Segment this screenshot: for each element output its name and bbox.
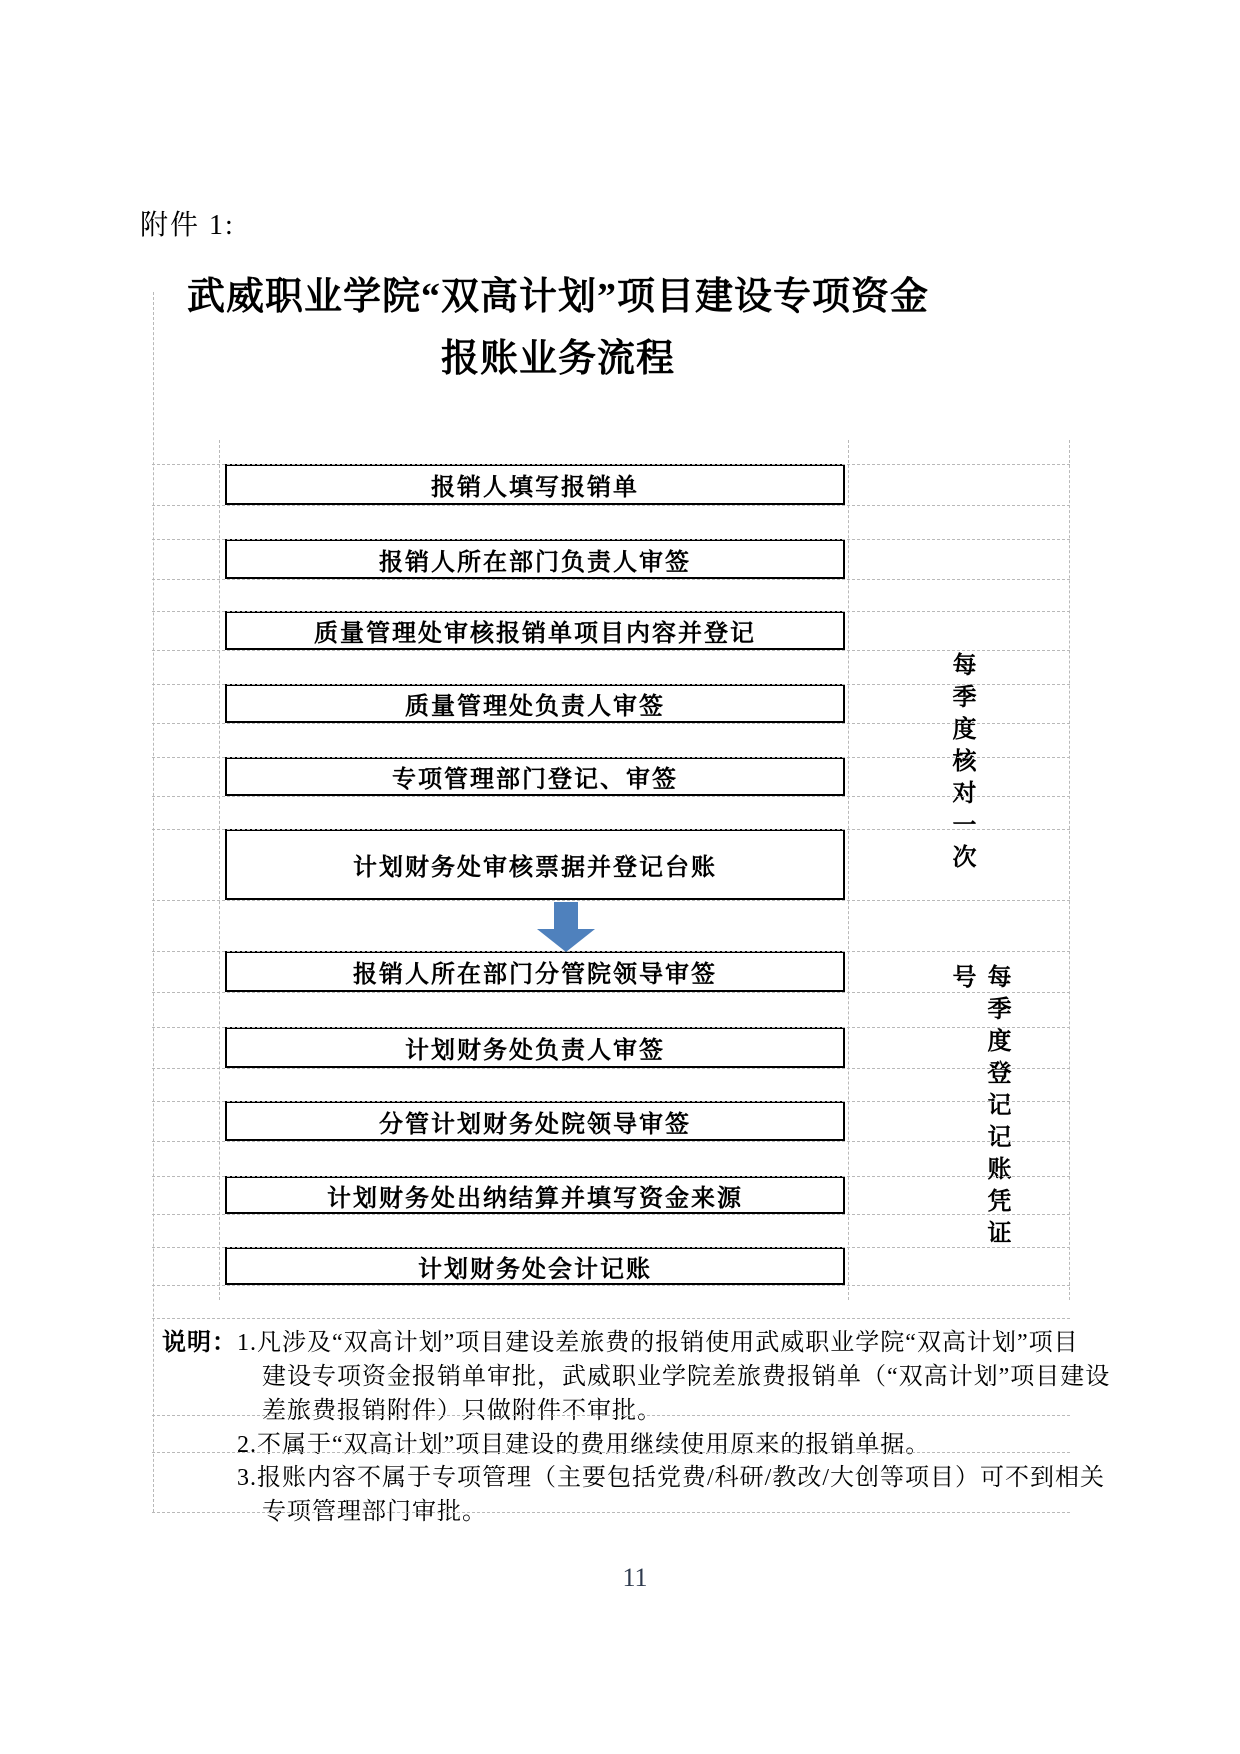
dashed-gridline-horizontal	[152, 1415, 1070, 1416]
dashed-gridline-horizontal	[152, 611, 1070, 612]
flow-step-4: 质量管理处负责人审签	[225, 684, 845, 723]
flow-step-1: 报销人填写报销单	[225, 464, 845, 505]
dashed-gridline-horizontal	[152, 757, 1070, 758]
dashed-gridline-vertical	[153, 292, 154, 1512]
dashed-gridline-horizontal	[152, 829, 1070, 830]
note-line: 专项管理部门审批。	[262, 1499, 487, 1525]
dashed-gridline-horizontal	[152, 505, 1070, 506]
notes-label: 说明：	[162, 1330, 237, 1356]
dashed-gridline-horizontal	[152, 1176, 1070, 1177]
note-line: 1.凡涉及“双高计划”项目建设差旅费的报销使用武威职业学院“双高计划”项目	[237, 1330, 1079, 1356]
note-line: 3.报账内容不属于专项管理（主要包括党费/科研/教改/大创等项目）可不到相关	[237, 1465, 1106, 1491]
dashed-gridline-horizontal	[152, 579, 1070, 580]
dashed-gridline-horizontal	[152, 1512, 1070, 1513]
dashed-gridline-vertical	[219, 440, 220, 1300]
page-title	[150, 266, 966, 390]
dashed-gridline-horizontal	[152, 1318, 1070, 1319]
dashed-gridline-vertical	[1069, 440, 1070, 1300]
dashed-gridline-horizontal	[152, 1068, 1070, 1069]
side-label-quarterly-check: 每季度核对一次	[948, 652, 974, 876]
dashed-gridline-horizontal	[152, 1285, 1070, 1286]
note-line: 建设专项资金报销单审批，武威职业学院差旅费报销单（“双高计划”项目建设	[262, 1364, 1111, 1390]
flow-step-11: 计划财务处会计记账	[225, 1247, 845, 1285]
dashed-gridline-horizontal	[152, 464, 1070, 465]
down-arrow-icon-head	[537, 929, 595, 952]
attachment-label: 附件 1:	[140, 210, 235, 241]
note-line: 差旅费报销附件）只做附件不审批。	[262, 1398, 662, 1424]
dashed-gridline-horizontal	[152, 900, 1070, 901]
page-title-line1: 武威职业学院“双高计划”项目建设专项资金	[186, 276, 929, 318]
flow-step-3: 质量管理处审核报销单项目内容并登记	[225, 611, 845, 650]
page-number: 11	[622, 1563, 648, 1592]
dashed-gridline-horizontal	[152, 650, 1070, 651]
dashed-gridline-horizontal	[152, 1452, 1070, 1453]
down-arrow-icon	[554, 902, 578, 930]
note-line: 2.不属于“双高计划”项目建设的费用继续使用原来的报销单据。	[237, 1432, 931, 1458]
dashed-gridline-horizontal	[152, 1247, 1070, 1248]
side-label-quarterly-voucher: 每季度登记记账凭证号	[948, 964, 1009, 1252]
dashed-gridline-horizontal	[152, 992, 1070, 993]
dashed-gridline-horizontal	[152, 684, 1070, 685]
flow-step-9: 分管计划财务处院领导审签	[225, 1101, 845, 1141]
dashed-gridline-horizontal	[152, 1027, 1070, 1028]
flow-step-10: 计划财务处出纳结算并填写资金来源	[225, 1176, 845, 1214]
flow-step-7: 报销人所在部门分管院领导审签	[225, 951, 845, 992]
flow-step-8: 计划财务处负责人审签	[225, 1027, 845, 1068]
flow-step-5: 专项管理部门登记、审签	[225, 757, 845, 796]
dashed-gridline-horizontal	[152, 1214, 1070, 1215]
flow-step-2: 报销人所在部门负责人审签	[225, 539, 845, 579]
dashed-gridline-horizontal	[152, 796, 1070, 797]
flow-step-6: 计划财务处审核票据并登记台账	[225, 829, 845, 900]
dashed-gridline-horizontal	[152, 951, 1070, 952]
dashed-gridline-horizontal	[152, 539, 1070, 540]
dashed-gridline-horizontal	[152, 1101, 1070, 1102]
dashed-gridline-horizontal	[152, 723, 1070, 724]
page-title-line2: 报账业务流程	[440, 338, 675, 380]
dashed-gridline-horizontal	[152, 1141, 1070, 1142]
dashed-gridline-vertical	[848, 440, 849, 1300]
